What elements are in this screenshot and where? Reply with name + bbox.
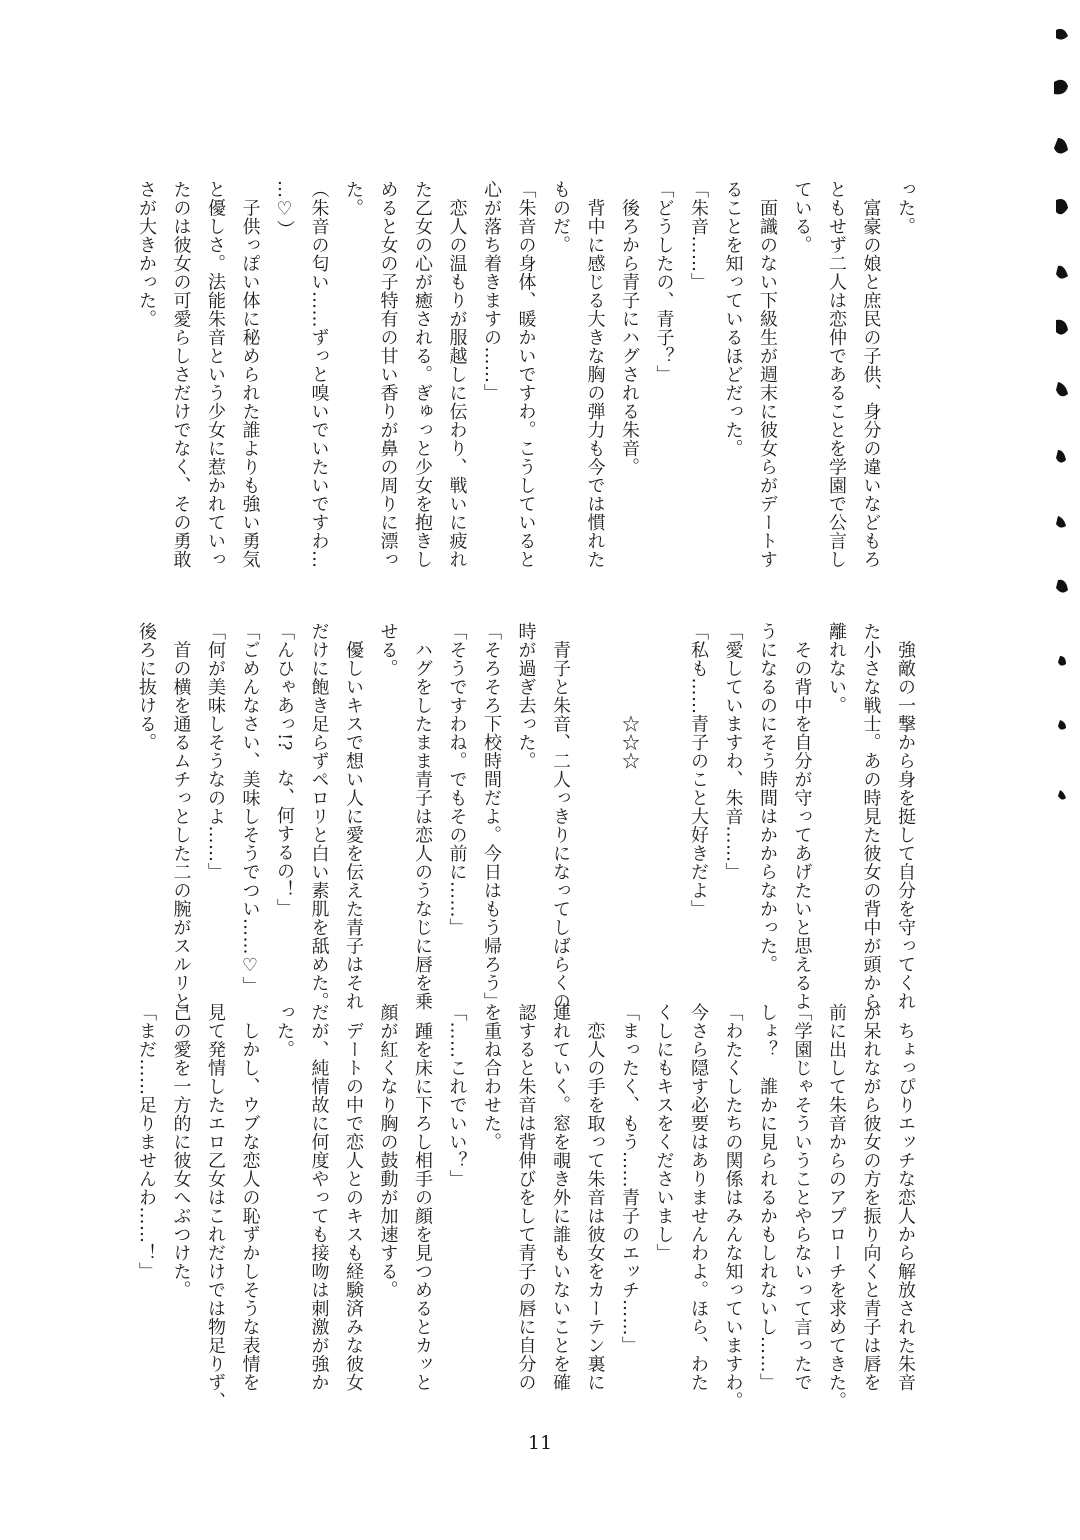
text-line: 面識のない下級生が週末に彼女らがデートす <box>757 180 778 569</box>
page-number: 11 <box>527 1432 553 1454</box>
text-line: しかし、ウブな恋人の恥ずかしそうな表情を <box>239 1003 261 1392</box>
text-line: た小さな戦士。あの時見た彼女の背中が頭から <box>860 622 882 1011</box>
text-line: ることを知っているほどだった。 <box>722 180 744 458</box>
text-line: 「そろそろ下校時間だよ。今日はもう帰ろう」 <box>481 622 502 1011</box>
text-line: しょ？ 誰かに見られるかもしれないし……」 <box>757 1003 778 1392</box>
text-line: …♡） <box>274 180 295 239</box>
text-line: 「どうしたの、青子？」 <box>653 180 675 384</box>
text-line: 青子と朱音、二人っきりになってしばらくの <box>550 622 571 1011</box>
text-line: デートの中で恋人とのキスも経験済みな彼女 <box>343 1003 364 1392</box>
text-line: ちょっぴりエッチな恋人から解放された朱音 <box>895 1003 916 1392</box>
text-tier-bottom <box>129 1003 923 1410</box>
bleed-mark <box>1056 382 1068 396</box>
bleed-mark <box>1056 320 1068 335</box>
text-line: だが、純情故に何度やっても接吻は刺激が強か <box>308 1003 330 1392</box>
text-line: （朱音の匂い……ずっと嗅いでいたいですわ… <box>308 180 330 569</box>
text-line: 見て発情したエロ乙女はこれだけでは物足りず、 <box>205 1003 226 1410</box>
text-line: 子供っぽい体に秘められた誰よりも強い勇気 <box>239 180 261 569</box>
text-line: 己の愛を一方的に彼女へぶつけた。 <box>170 1003 192 1299</box>
text-line: 踵を床に下ろし相手の顔を見つめるとカッと <box>412 1003 433 1392</box>
text-line: せる。 <box>377 622 399 678</box>
bleed-mark <box>1058 656 1066 666</box>
text-line: めると女の子特有の甘い香りが鼻の周りに漂っ <box>377 180 399 569</box>
text-tier-middle <box>129 622 923 1011</box>
text-line: ハグをしたまま青子は恋人のうなじに唇を乗 <box>412 622 433 1011</box>
text-line: 「ごめんなさい、美味しそうでつい……♡」 <box>239 622 261 995</box>
text-line: 時が過ぎ去った。 <box>515 622 537 770</box>
bleed-mark <box>1056 266 1068 279</box>
text-line: 「学園じゃそういうことやらないって言ったで <box>791 1003 813 1392</box>
text-line: 「わたくしたちの関係はみんな知っていますわ。 <box>722 1003 744 1410</box>
text-line: 「朱音……」 <box>688 180 709 291</box>
text-line: 心が落ち着きますの……」 <box>481 180 502 402</box>
text-line: 「愛していますわ、朱音……」 <box>722 622 744 881</box>
ink-bleed-marks <box>1048 20 1072 1520</box>
text-line: 「朱音の身体、暖かいですわ。こうしていると <box>515 180 537 569</box>
text-line: 恋人の温もりが服越しに伝わり、戦いに疲れ <box>446 180 468 569</box>
text-line <box>646 622 681 982</box>
text-line: 背中に感じる大きな胸の弾力も今では慣れた <box>584 180 606 569</box>
bleed-mark <box>1058 720 1066 730</box>
text-line: その背中を自分が守ってあげたいと思えるよ <box>791 622 813 1011</box>
text-line: 認すると朱音は背伸びをして青子の唇に自分の <box>515 1003 537 1392</box>
text-line: 「まだ……足りませんわ……！」 <box>136 1003 157 1281</box>
text-line: 「まったく、もう……青子のエッチ……」 <box>619 1003 640 1355</box>
text-line: を重ね合わせた。 <box>481 1003 502 1151</box>
bleed-mark <box>1056 199 1068 214</box>
text-line: 「そうですわね。でもその前に……」 <box>446 622 468 937</box>
text-line: 「……これでいい？」 <box>446 1003 468 1188</box>
text-line: 後ろから青子にハグされる朱音。 <box>619 180 640 476</box>
text-line: 今さら隠す必要はありませんわよ。ほら、わた <box>688 1003 709 1392</box>
bleed-edge-marks <box>1048 20 1072 1520</box>
text-line: 富豪の娘と庶民の子供、身分の違いなどもろ <box>860 180 882 569</box>
text-line: ☆☆☆ <box>619 622 640 770</box>
text-line: が呆れながら彼女の方を振り向くと青子は唇を <box>860 1003 882 1392</box>
text-line: だけに飽き足らずペロリと白い素肌を舐めた。 <box>308 622 330 1011</box>
text-line: さが大きかった。 <box>136 180 157 328</box>
bleed-mark <box>1056 516 1066 528</box>
text-line: 離れない。 <box>826 622 847 715</box>
text-line: 恋人の手を取って朱音は彼女をカーテン裏に <box>584 1003 606 1392</box>
text-line <box>577 622 612 982</box>
text-line: と優しさ。法能朱音という少女に惹かれていっ <box>205 180 226 569</box>
text-line: ている。 <box>791 180 813 254</box>
bleed-mark <box>1054 80 1068 95</box>
text-line: った。 <box>274 1003 295 1059</box>
text-line: 「何が美味しそうなのよ……」 <box>205 622 226 881</box>
text-line: 「んひゃあっ!? な、何するの！」 <box>274 622 295 918</box>
text-line: 首の横を通るムチっとした二の腕がスルリと <box>170 622 192 1011</box>
text-tier-top <box>129 180 923 580</box>
text-line: 強敵の一撃から身を挺して自分を守ってくれ <box>895 622 916 1011</box>
text-line: ともせず二人は恋仲であることを学園で公言し <box>826 180 847 569</box>
text-line: 前に出して朱音からのアプローチを求めてきた。 <box>826 1003 847 1410</box>
text-line: 顔が紅くなり胸の鼓動が加速する。 <box>377 1003 399 1299</box>
bleed-mark <box>1058 790 1066 800</box>
text-line: 連れていく。窓を覗き外に誰もいないことを確 <box>550 1003 571 1392</box>
text-line: 「私も……青子のこと大好きだよ」 <box>688 622 709 918</box>
bleed-mark <box>1056 450 1066 463</box>
text-line: うになるのにそう時間はかからなかった。 <box>757 622 778 974</box>
text-line: 後ろに抜ける。 <box>136 622 157 752</box>
text-line: った。 <box>895 180 916 236</box>
text-line: た乙女の心が癒される。ぎゅっと少女を抱きし <box>412 180 433 569</box>
text-line: ものだ。 <box>550 180 571 254</box>
bleed-mark <box>1054 138 1068 154</box>
bleed-mark <box>1056 580 1068 593</box>
text-line: たのは彼女の可愛らしさだけでなく、その勇敢 <box>170 180 192 569</box>
text-line: た。 <box>343 180 364 217</box>
text-line: 優しいキスで想い人に愛を伝えた青子はそれ <box>343 622 364 1011</box>
bleed-mark <box>1056 29 1068 40</box>
text-line: くしにもキスをくださいまし」 <box>653 1003 675 1262</box>
